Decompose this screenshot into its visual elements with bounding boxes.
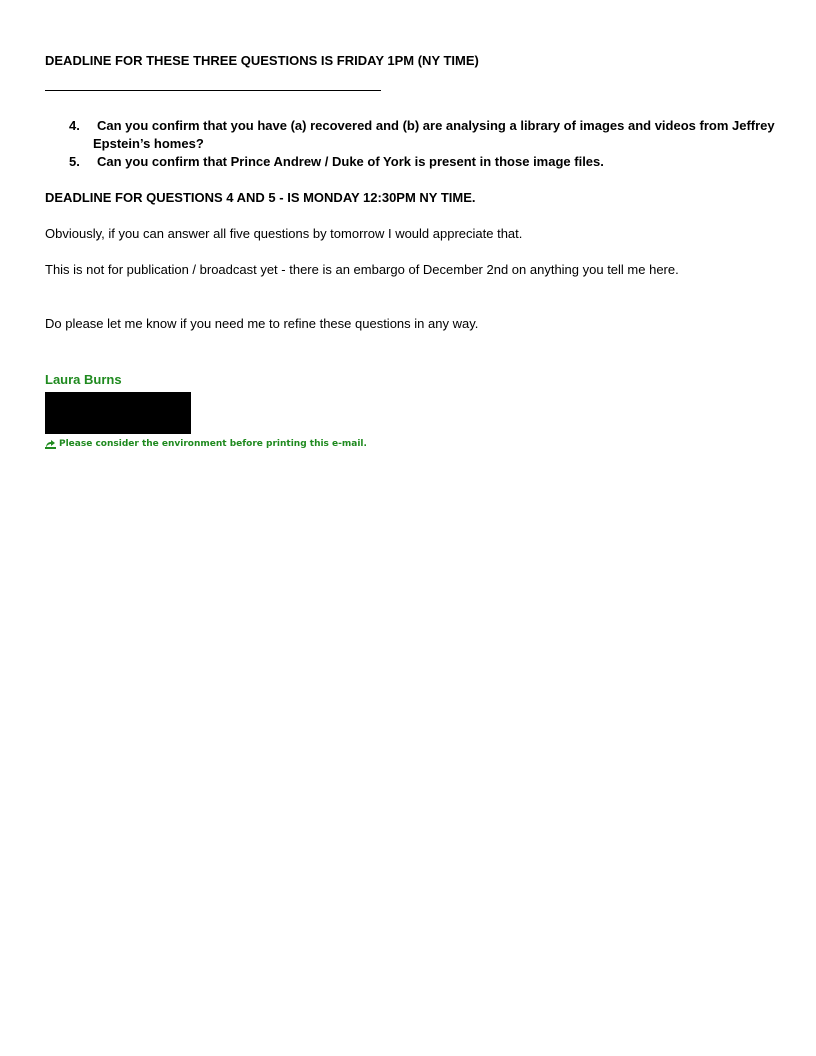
environment-footer xyxy=(45,438,780,450)
signature-name: Laura Burns xyxy=(45,372,122,387)
question-list xyxy=(45,117,780,171)
deadline-two-heading: DEADLINE FOR QUESTIONS 4 AND 5 - IS MONDAY 12:30PM NY TIME. xyxy=(45,190,476,205)
paragraph-refine-request: Do please let me know if you need me to refine these questions in any way. xyxy=(45,316,479,331)
paragraph-answer-request: Obviously, if you can answer all five questions by tomorrow I would appreciate that. xyxy=(45,226,523,241)
question-text-line2: Epstein’s homes? xyxy=(93,136,204,151)
question-number: 4. xyxy=(69,118,80,133)
environment-note-text: Please consider the environment before printing this e-mail. xyxy=(59,439,367,449)
recycle-leaf-icon xyxy=(45,439,57,449)
question-text-line1: Can you confirm that you have (a) recovered and (b) are analysing a library of images and videos from Jeffrey xyxy=(97,118,775,133)
question-item-4 xyxy=(45,117,780,153)
question-item-5 xyxy=(45,153,780,171)
question-number: 5. xyxy=(69,154,80,169)
deadline-one-heading: DEADLINE FOR THESE THREE QUESTIONS IS FRIDAY 1PM (NY TIME) xyxy=(45,53,479,68)
question-text-line1: Can you confirm that Prince Andrew / Duke of York is present in those image files. xyxy=(97,154,604,169)
email-body xyxy=(45,52,780,450)
redaction-block xyxy=(45,392,191,434)
paragraph-embargo: This is not for publication / broadcast yet - there is an embargo of December 2nd on anything you tell me here. xyxy=(45,262,679,277)
separator-rule xyxy=(45,90,381,91)
